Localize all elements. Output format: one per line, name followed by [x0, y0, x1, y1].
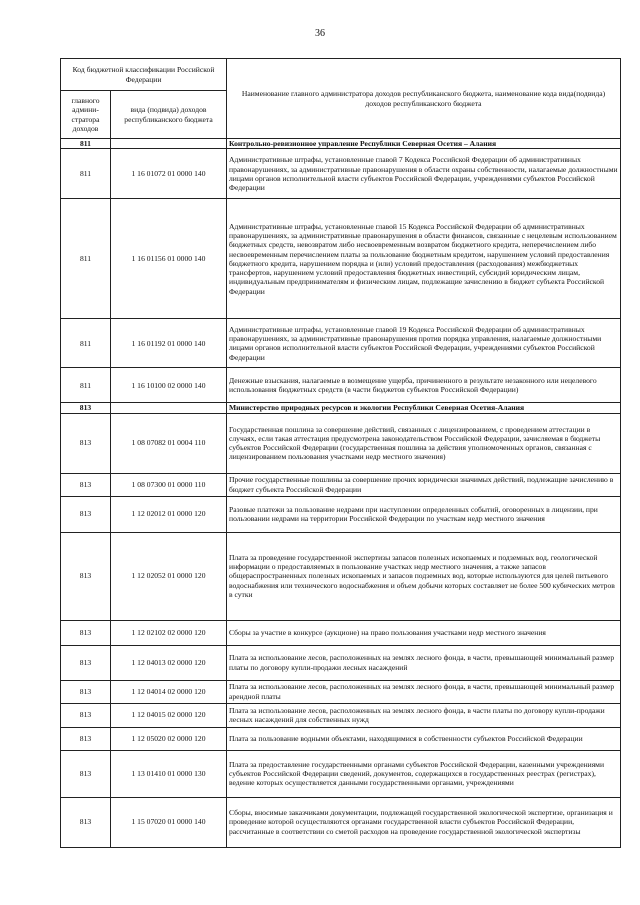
admin-code-cell: 813	[61, 680, 111, 703]
revenue-name-cell: Административные штрафы, установленные главой 19 Кодекса Российской Федерации об административных правонарушениях, за административные правонарушения против порядка управления, налагаемые должностными лицами органов исполнительной власти субъектов Российской Федерации, учреждениями субъектов Российской Федерации	[227, 319, 621, 368]
header-name-column: Наименование главного администратора доходов республиканского бюджета, наименование кода вида(подвида) доходов республиканского бюджета	[227, 59, 621, 139]
table-row	[61, 149, 621, 199]
revenue-name-cell: Плата за предоставление государственными органами субъектов Российской Федерации, казенными учреждениями субъектов Российской Федерации сведений, документов, содержащихся в государственных реестрах (регистрах), ведение которых осуществляется данными государственными органами, учреждениями	[227, 750, 621, 797]
revenue-name-cell: Сборы, вносимые заказчиками документации, подлежащей государственной экологической экспертизе, организация и проведение которой осуществляются органами государственной власти субъектов Российской Федерации, рассчитанные в соответствии со сметой расходов на проведение государственной экологической экспертизы	[227, 797, 621, 847]
revenue-code-cell: 1 12 05020 02 0000 120	[111, 727, 227, 750]
budget-classification-table	[60, 58, 621, 848]
table-row	[61, 680, 621, 703]
section-row	[61, 403, 621, 413]
revenue-name-cell: Денежные взыскания, налагаемые в возмещение ущерба, причиненного в результате незаконного или нецелевого использования бюджетных средств (в части бюджетов субъектов Российской Федерации)	[227, 368, 621, 403]
admin-code-cell: 813	[61, 645, 111, 680]
revenue-name-cell: Плата за использование лесов, расположенных на землях лесного фонда, в части платы по договору купли-продажи лесных насаждений для собственных нужд	[227, 703, 621, 727]
revenue-name-cell: Плата за проведение государственной экспертизы запасов полезных ископаемых и подземных вод, геологической информации о предоставляемых в пользование участках недр местного значения, а также запасов общераспространенных полезных ископаемых и запасов подземных вод, которые используются для целей питьевого водоснабжения или технического водоснабжения и объем добычи которых составляет не более 500 кубических метров в сутки	[227, 532, 621, 620]
table-row	[61, 532, 621, 620]
page-number: 36	[315, 28, 325, 39]
table-body	[61, 139, 621, 848]
revenue-code-cell: 1 13 01410 01 0000 130	[111, 750, 227, 797]
revenue-name-cell: Государственная пошлина за совершение действий, связанных с лицензированием, с проведением аттестации в случаях, если такая аттестация предусмотрена законодательством Российской Федерации, зачисляемая в бюджеты субъектов Российской Федерации (государственная пошлина за действия уполномоченных органов, связанная с лицензированием пользования участками недр местного значения)	[227, 413, 621, 473]
table-row	[61, 703, 621, 727]
header-code-column: вида (подвида) доходов республиканского бюджета	[111, 91, 227, 139]
admin-code-cell: 813	[61, 727, 111, 750]
table-row	[61, 496, 621, 532]
revenue-name-cell: Сборы за участие в конкурсе (аукционе) на право пользования участками недр местного значения	[227, 620, 621, 645]
admin-code-cell: 813	[61, 532, 111, 620]
revenue-code-cell: 1 12 02102 02 0000 120	[111, 620, 227, 645]
revenue-name-cell: Плата за использование лесов, расположенных на землях лесного фонда, в части, превышающей минимальный размер арендной платы	[227, 680, 621, 703]
revenue-code-cell: 1 08 07300 01 0000 110	[111, 473, 227, 496]
revenue-name-cell: Административные штрафы, установленные главой 15 Кодекса Российской Федерации об административных правонарушениях, за административные правонарушения в области финансов, связанные с нецелевым использованием бюджетных средств, невозвратом либо несвоевременным возвратом бюджетного кредита, неперечислением либо несвоевременным перечислением платы за пользование бюджетным кредитом, нарушением условий предоставления бюджетного кредита, нарушением порядка и (или) условий предоставления (расходования) межбюджетных трансфертов, нарушением условий предоставления бюджетных инвестиций, субсидий юридическим лицам, индивидуальным предпринимателям и физическим лицам, подлежащие зачислению в бюджет субъекта Российской Федерации	[227, 199, 621, 319]
revenue-name-cell: Контрольно-ревизионное управление Республики Северная Осетия – Алания	[227, 139, 621, 149]
admin-code-cell: 811	[61, 368, 111, 403]
revenue-name-cell: Плата за использование лесов, расположенных на землях лесного фонда, в части, превышающей минимальный размер платы по договору купли-продажи лесных насаждений	[227, 645, 621, 680]
revenue-name-cell: Плата за пользование водными объектами, находящимися в собственности субъектов Российской Федерации	[227, 727, 621, 750]
revenue-code-cell	[111, 139, 227, 149]
admin-code-cell: 811	[61, 149, 111, 199]
table-row	[61, 797, 621, 847]
revenue-code-cell: 1 12 02052 01 0000 120	[111, 532, 227, 620]
revenue-name-cell: Административные штрафы, установленные главой 7 Кодекса Российской Федерации об административных правонарушениях, за административные правонарушения в области охраны собственности, налагаемые должностными лицами органов исполнительной власти субъектов Российской Федерации, учреждениями субъектов Российской Федерации	[227, 149, 621, 199]
table-row	[61, 473, 621, 496]
revenue-code-cell: 1 12 04015 02 0000 120	[111, 703, 227, 727]
revenue-code-cell: 1 16 01156 01 0000 140	[111, 199, 227, 319]
revenue-code-cell: 1 15 07020 01 0000 140	[111, 797, 227, 847]
admin-code-cell: 811	[61, 139, 111, 149]
revenue-code-cell: 1 16 10100 02 0000 140	[111, 368, 227, 403]
admin-code-cell: 813	[61, 750, 111, 797]
table-row	[61, 620, 621, 645]
admin-code-cell: 811	[61, 199, 111, 319]
section-row	[61, 139, 621, 149]
revenue-code-cell: 1 12 02012 01 0000 120	[111, 496, 227, 532]
table-row	[61, 368, 621, 403]
revenue-code-cell: 1 16 01072 01 0000 140	[111, 149, 227, 199]
admin-code-cell: 813	[61, 473, 111, 496]
revenue-code-cell	[111, 403, 227, 413]
table-row	[61, 727, 621, 750]
revenue-code-cell: 1 12 04014 02 0000 120	[111, 680, 227, 703]
admin-code-cell: 813	[61, 496, 111, 532]
table-header	[61, 59, 621, 139]
admin-code-cell: 813	[61, 703, 111, 727]
table-row	[61, 413, 621, 473]
table-row	[61, 199, 621, 319]
revenue-code-cell: 1 16 01192 01 0000 140	[111, 319, 227, 368]
revenue-code-cell: 1 08 07082 01 0004 110	[111, 413, 227, 473]
table-row	[61, 645, 621, 680]
header-group-title: Код бюджетной классификации Российской Федерации	[61, 59, 227, 91]
table-row	[61, 319, 621, 368]
revenue-name-cell: Разовые платежи за пользование недрами при наступлении определенных событий, оговоренных в лицензии, при пользовании недрами на территории Российской Федерации по участкам недр местного значения	[227, 496, 621, 532]
revenue-name-cell: Министерство природных ресурсов и экологии Республики Северная Осетия-Алания	[227, 403, 621, 413]
table-row	[61, 750, 621, 797]
revenue-name-cell: Прочие государственные пошлины за совершение прочих юридически значимых действий, подлежащие зачислению в бюджет субъекта Российской Федерации	[227, 473, 621, 496]
admin-code-cell: 813	[61, 797, 111, 847]
admin-code-cell: 813	[61, 403, 111, 413]
admin-code-cell: 813	[61, 413, 111, 473]
admin-code-cell: 813	[61, 620, 111, 645]
header-admin-column: главного админи-стратора доходов	[61, 91, 111, 139]
admin-code-cell: 811	[61, 319, 111, 368]
revenue-code-cell: 1 12 04013 02 0000 120	[111, 645, 227, 680]
